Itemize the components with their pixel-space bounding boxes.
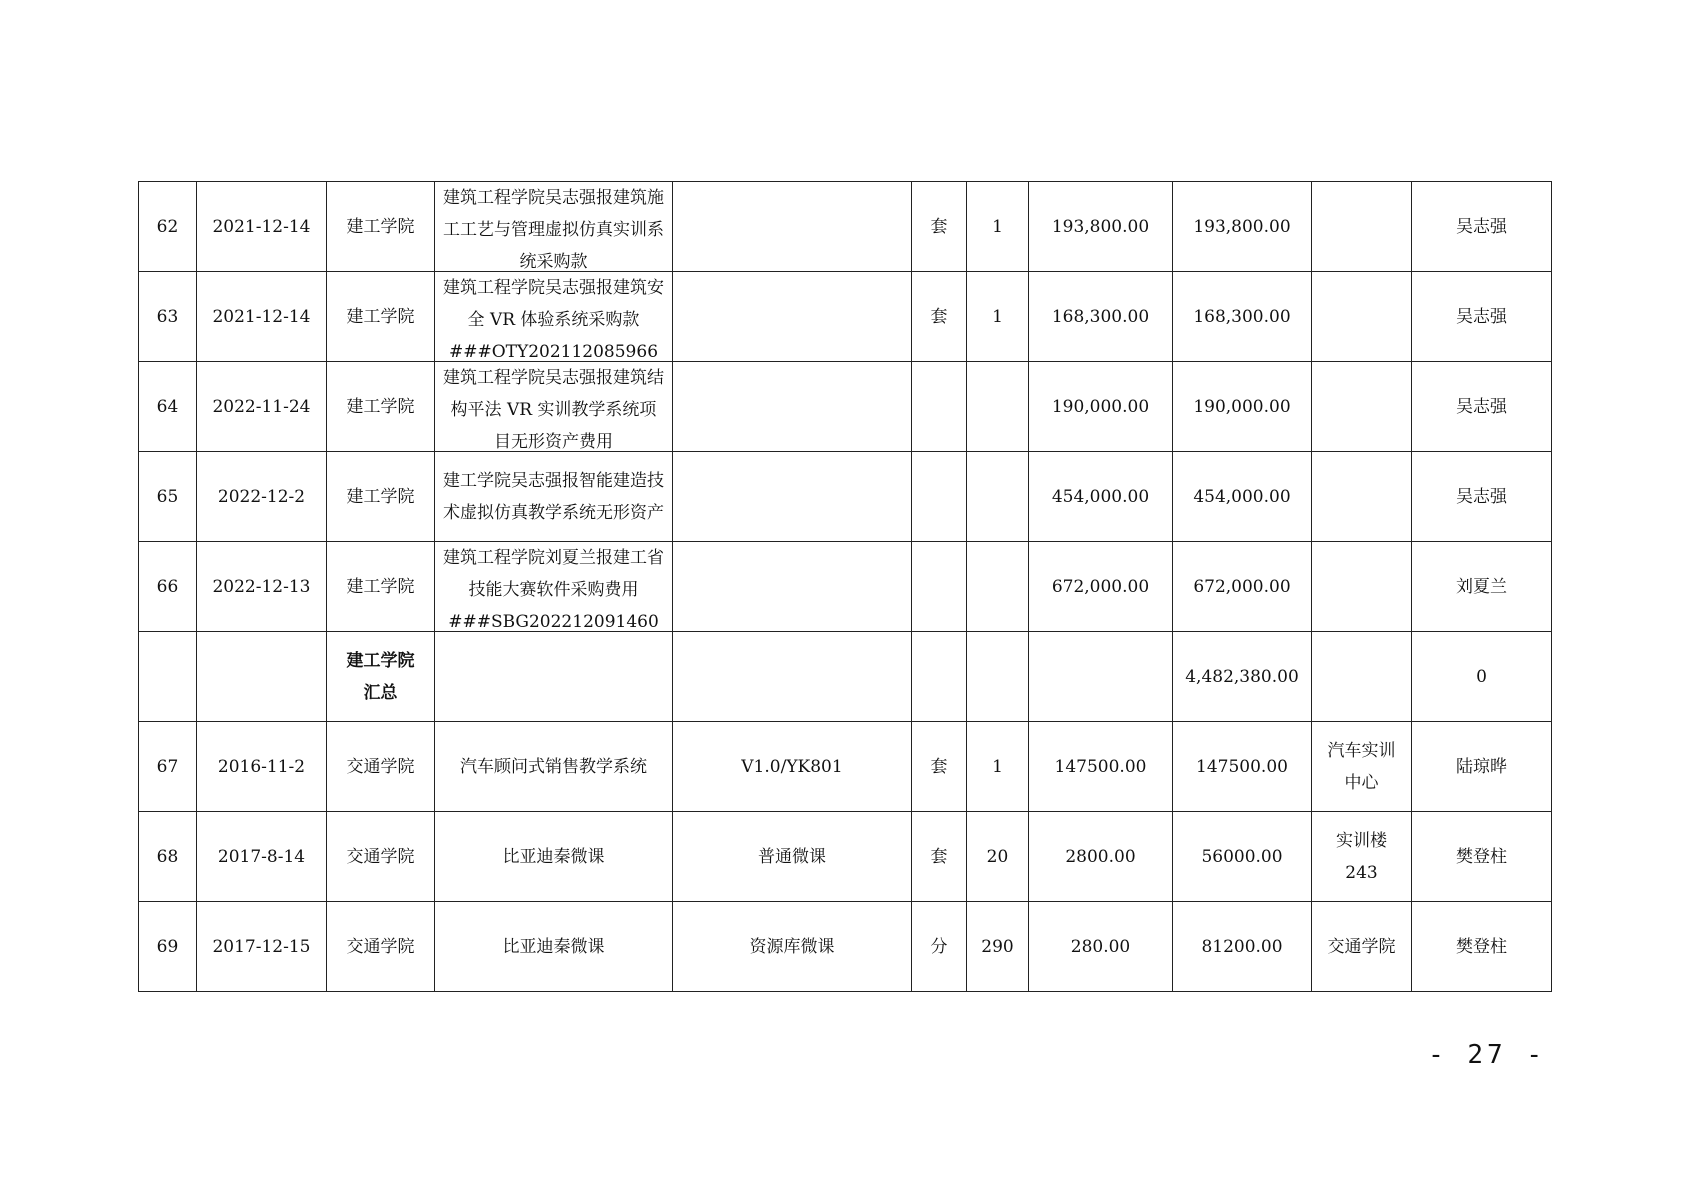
cell-keeper: 吴志强 [1412, 272, 1552, 362]
cell-amount: 193,800.00 [1173, 182, 1312, 272]
cell-model: V1.0/YK801 [673, 722, 912, 812]
cell-item-name [435, 902, 673, 992]
location-text: 汽车实训中心 [1327, 740, 1396, 793]
cell-location [1312, 182, 1412, 272]
cell-location [1312, 362, 1412, 452]
cell-price: 672,000.00 [1029, 542, 1173, 632]
cell-dept: 建工学院 [327, 542, 435, 632]
item-name-text: 建工学院吴志强报智能建造技术虚拟仿真教学系统无形资产 [443, 470, 664, 523]
cell-dept: 建工学院 [327, 452, 435, 542]
cell-date [197, 632, 327, 722]
cell-qty: 290 [967, 902, 1029, 992]
cell-qty: 1 [967, 722, 1029, 812]
cell-unit: 分 [912, 902, 967, 992]
cell-qty: 1 [967, 182, 1029, 272]
cell-keeper: 陆琼晔 [1412, 722, 1552, 812]
table-row [139, 272, 1552, 362]
table-row [139, 362, 1552, 452]
cell-amount: 81200.00 [1173, 902, 1312, 992]
cell-amount: 190,000.00 [1173, 362, 1312, 452]
table-row [139, 452, 1552, 542]
summary-label: 建工学院汇总 [346, 650, 415, 703]
cell-dept: 建工学院 [327, 272, 435, 362]
cell-price [1029, 632, 1173, 722]
cell-date: 2017-8-14 [197, 812, 327, 902]
cell-no: 69 [139, 902, 197, 992]
cell-price: 280.00 [1029, 902, 1173, 992]
cell-no [139, 632, 197, 722]
table-row [139, 902, 1552, 992]
cell-amount: 454,000.00 [1173, 452, 1312, 542]
cell-unit [912, 632, 967, 722]
cell-no: 68 [139, 812, 197, 902]
cell-model [673, 362, 912, 452]
item-name-text: 汽车顾问式销售教学系统 [460, 756, 647, 777]
cell-amount: 672,000.00 [1173, 542, 1312, 632]
cell-unit: 套 [912, 182, 967, 272]
cell-no: 66 [139, 542, 197, 632]
cell-model [673, 542, 912, 632]
item-name-text: 建筑工程学院吴志强报建筑施工工艺与管理虚拟仿真实训系统采购款 [443, 188, 664, 271]
cell-keeper: 吴志强 [1412, 452, 1552, 542]
cell-location [1312, 452, 1412, 542]
cell-price: 2800.00 [1029, 812, 1173, 902]
cell-dept: 交通学院 [327, 722, 435, 812]
cell-location [1312, 812, 1412, 902]
cell-no: 63 [139, 272, 197, 362]
cell-location [1312, 542, 1412, 632]
cell-no: 65 [139, 452, 197, 542]
cell-qty [967, 452, 1029, 542]
cell-date: 2022-12-2 [197, 452, 327, 542]
cell-price: 190,000.00 [1029, 362, 1173, 452]
cell-qty [967, 542, 1029, 632]
cell-price: 193,800.00 [1029, 182, 1173, 272]
cell-qty: 20 [967, 812, 1029, 902]
cell-item-name [435, 812, 673, 902]
table-row [139, 722, 1552, 812]
asset-table [138, 181, 1552, 992]
cell-model [673, 632, 912, 722]
table-row [139, 812, 1552, 902]
cell-qty: 1 [967, 272, 1029, 362]
cell-keeper: 0 [1412, 632, 1552, 722]
cell-location [1312, 722, 1412, 812]
cell-dept: 建工学院 [327, 362, 435, 452]
item-name-text: 建筑工程学院刘夏兰报建工省技能大赛软件采购费用###SBG202212091460 [443, 548, 664, 631]
cell-price: 168,300.00 [1029, 272, 1173, 362]
summary-row [139, 632, 1552, 722]
cell-keeper: 吴志强 [1412, 182, 1552, 272]
cell-date: 2016-11-2 [197, 722, 327, 812]
cell-price: 147500.00 [1029, 722, 1173, 812]
cell-date: 2021-12-14 [197, 182, 327, 272]
cell-item-name [435, 272, 673, 362]
cell-keeper: 吴志强 [1412, 362, 1552, 452]
cell-dept: 交通学院 [327, 812, 435, 902]
cell-unit [912, 542, 967, 632]
cell-dept [327, 632, 435, 722]
cell-dept: 建工学院 [327, 182, 435, 272]
cell-amount: 56000.00 [1173, 812, 1312, 902]
cell-model [673, 182, 912, 272]
cell-item-name [435, 632, 673, 722]
cell-model: 普通微课 [673, 812, 912, 902]
location-text: 实训楼243 [1336, 830, 1387, 883]
cell-amount: 4,482,380.00 [1173, 632, 1312, 722]
cell-unit: 套 [912, 812, 967, 902]
cell-location [1312, 632, 1412, 722]
cell-item-name [435, 182, 673, 272]
cell-date: 2022-12-13 [197, 542, 327, 632]
cell-keeper: 樊登柱 [1412, 902, 1552, 992]
cell-no: 67 [139, 722, 197, 812]
cell-unit: 套 [912, 272, 967, 362]
cell-amount: 147500.00 [1173, 722, 1312, 812]
location-text: 交通学院 [1327, 936, 1396, 957]
cell-qty [967, 632, 1029, 722]
cell-price: 454,000.00 [1029, 452, 1173, 542]
item-name-text: 比亚迪秦微课 [502, 936, 605, 957]
cell-unit: 套 [912, 722, 967, 812]
cell-qty [967, 362, 1029, 452]
cell-unit [912, 452, 967, 542]
cell-no: 62 [139, 182, 197, 272]
cell-item-name [435, 722, 673, 812]
item-name-text: 建筑工程学院吴志强报建筑结构平法 VR 实训教学系统项目无形资产费用 [443, 368, 664, 451]
page-number: - 27 - [1428, 1040, 1546, 1070]
cell-unit [912, 362, 967, 452]
cell-model [673, 452, 912, 542]
cell-item-name [435, 542, 673, 632]
cell-item-name [435, 452, 673, 542]
cell-date: 2017-12-15 [197, 902, 327, 992]
table-row [139, 182, 1552, 272]
item-name-text: 建筑工程学院吴志强报建筑安全 VR 体验系统采购款###OTY202112085966 [443, 278, 664, 361]
cell-keeper: 樊登柱 [1412, 812, 1552, 902]
cell-location [1312, 902, 1412, 992]
table-row [139, 542, 1552, 632]
cell-location [1312, 272, 1412, 362]
cell-date: 2022-11-24 [197, 362, 327, 452]
cell-keeper: 刘夏兰 [1412, 542, 1552, 632]
cell-date: 2021-12-14 [197, 272, 327, 362]
cell-model [673, 272, 912, 362]
cell-model: 资源库微课 [673, 902, 912, 992]
item-name-text: 比亚迪秦微课 [502, 846, 605, 867]
cell-amount: 168,300.00 [1173, 272, 1312, 362]
cell-no: 64 [139, 362, 197, 452]
cell-item-name [435, 362, 673, 452]
cell-dept: 交通学院 [327, 902, 435, 992]
